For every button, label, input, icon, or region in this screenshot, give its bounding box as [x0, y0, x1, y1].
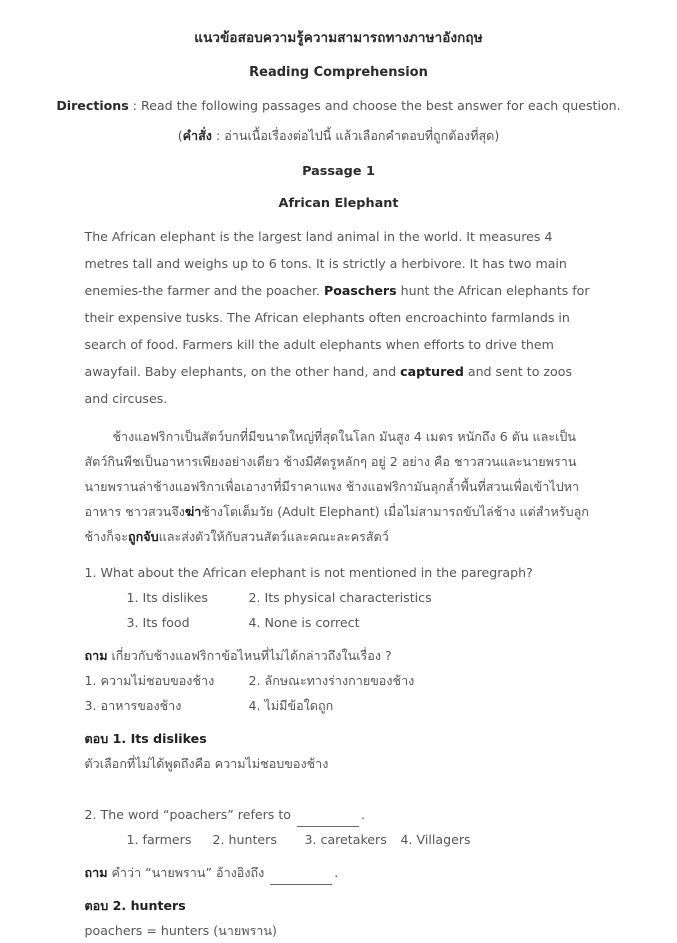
question-2-answer — [85, 885, 593, 918]
question-1-choice-2[interactable]: 2. Its physical characteristics — [248, 590, 432, 605]
question-1-choices-row-2 — [85, 610, 593, 635]
question-1-choice-4[interactable]: 4. None is correct — [248, 615, 360, 630]
question-2-thai-prompt — [85, 852, 593, 885]
page-title-thai: แนวข้อสอบความรู้ความสามารถทางภาษาอังกฤษ — [194, 30, 483, 46]
question-2-thai-text-end: . — [334, 865, 339, 880]
question-1-answer-text: 1. Its dislikes — [108, 731, 207, 746]
question-1-thai-choice-2[interactable]: 2. ลักษณะทางร่างกายของช้าง — [248, 673, 415, 688]
question-block-1 — [85, 549, 593, 791]
directions-label: Directions — [56, 98, 129, 113]
passage-en-bold-poaschers: Poaschers — [324, 283, 397, 298]
question-1-choice-3[interactable]: 3. Its food — [126, 615, 190, 630]
passage-th-segment-1: ช้างแอฟริกาเป็นสัตว์บกที่มีขนาดใหญ่ที่สุดในโลก มันสูง 4 เมตร หนักถึง 6 ตัน และเป็นสัตว์กินพืชเป็นอาหารเพียงอย่างเดียว ช้างมีศัตรูหลักๆ อยู่ 2 อย่าง คือ ชาวสวนและนายพราน นายพรานล่าช้างแอฟริกาเพื่อเอางาที่มีราคาแพง ช้างแอฟริกามันลุกล้ำพื้นที่สวนเพื่อเข้าไปหาอาหาร ชาวสวนจึง — [84, 429, 580, 519]
question-2-answer-label: ตอบ — [84, 898, 109, 913]
question-1-prompt: What about the African elephant is not mentioned in the paregraph? — [100, 565, 533, 580]
question-2-explanation: poachers = hunters (นายพราน) — [84, 923, 277, 938]
question-1-thai-choice-3[interactable]: 3. อาหารของช้าง — [84, 698, 182, 713]
question-1-answer-label: ตอบ — [84, 731, 109, 746]
question-1-number: 1. — [84, 565, 97, 580]
question-1-answer — [85, 718, 593, 751]
question-2-text — [85, 791, 593, 827]
passage-body — [85, 211, 593, 549]
passage-paragraph-english — [85, 211, 593, 412]
passage-th-segment-2: ช้างโตเต็มวัย (Adult Elephant) เมื่อไม่สามารถขับไล่ช้าง แต่สำหรับลูกช้างก็จะ — [84, 504, 589, 544]
question-1-choices-row-1 — [85, 585, 593, 610]
question-1-text — [85, 549, 593, 585]
passage-th-bold-captured: ถูกจับ — [128, 529, 159, 544]
question-2-choice-4[interactable]: 4. Villagers — [400, 832, 471, 847]
question-1-thai-choice-4[interactable]: 4. ไม่มีข้อใดถูก — [248, 698, 334, 713]
question-1-thai-label: ถาม — [84, 648, 108, 663]
question-1-explanation: ตัวเลือกที่ไม่ได้พูดถึงคือ ความไม่ชอบของช้าง — [84, 756, 329, 771]
question-2-answer-blank[interactable] — [297, 815, 359, 827]
directions-line — [0, 80, 677, 113]
question-1-thai-text: เกี่ยวกับช้างแอฟริกาข้อไหนที่ไม่ได้กล่าวถึงในเรื่อง ? — [107, 648, 392, 663]
directions-separator: : — [128, 98, 142, 113]
question-1-thai-choice-1[interactable]: 1. ความไม่ชอบของช้าง — [84, 673, 215, 688]
question-block-2 — [85, 791, 593, 943]
passage-en-bold-captured: captured — [400, 364, 464, 379]
question-2-thai-answer-blank[interactable] — [270, 873, 332, 885]
directions-thai-text: : อ่านเนื้อเรื่องต่อไปนี้ แล้วเลือกคำตอบที่ถูกต้องที่สุด) — [211, 128, 500, 143]
question-2-choice-2[interactable]: 2. hunters — [212, 832, 277, 847]
question-2-number: 2. — [84, 807, 97, 822]
question-2-choices-row-1 — [85, 827, 593, 852]
directions-text: Read the following passages and choose the best answer for each question. — [141, 98, 621, 113]
passage-th-bold-kill: ฆ่า — [184, 504, 202, 519]
question-1-choice-1[interactable]: 1. Its dislikes — [126, 590, 208, 605]
question-2-prompt-end: . — [361, 807, 366, 822]
page-title-english: Reading Comprehension — [249, 65, 428, 80]
passage-label: Passage 1 — [302, 164, 375, 179]
question-2-choice-3[interactable]: 3. caretakers — [304, 832, 387, 847]
passage-th-segment-3: และส่งตัวให้กับสวนสัตว์และคณะละครสัตว์ — [158, 529, 389, 544]
passage-en-segment-3: and sent to zoos and circuses. — [84, 364, 573, 406]
passage-en-segment-2: hunt the African elephants for their expensive tusks. The African elephants often encroachinto farmlands in search of food. Farmers kill the adult elephants when efforts to drive them awayfail. Baby elephants, on the other hand, and — [84, 283, 590, 379]
directions-thai-open-paren: ( — [177, 128, 183, 143]
passage-en-segment-1: The African elephant is the largest land animal in the world. It measures 4 metres tall and weighs up to 6 tons. It is strictly a herbivore. It has two main enemies-the farmer and the poacher. — [84, 229, 567, 298]
question-2-prompt: The word “poachers” refers to — [100, 807, 296, 822]
passage-paragraph-thai — [85, 412, 593, 549]
question-1-thai-choices-row-1 — [85, 668, 593, 693]
question-2-choice-1[interactable]: 1. farmers — [126, 832, 192, 847]
question-2-answer-text: 2. hunters — [108, 898, 186, 913]
directions-thai-label: คำสั่ง — [182, 128, 212, 143]
question-2-thai-text: คำว่า “นายพราน” อ้างอิงถึง — [107, 865, 269, 880]
question-2-thai-label: ถาม — [84, 865, 108, 880]
question-1-thai-prompt — [85, 635, 593, 668]
directions-line-thai — [0, 113, 677, 146]
question-1-thai-choices-row-2 — [85, 693, 593, 718]
question-spacer — [85, 776, 593, 791]
passage-title: African Elephant — [278, 196, 399, 211]
